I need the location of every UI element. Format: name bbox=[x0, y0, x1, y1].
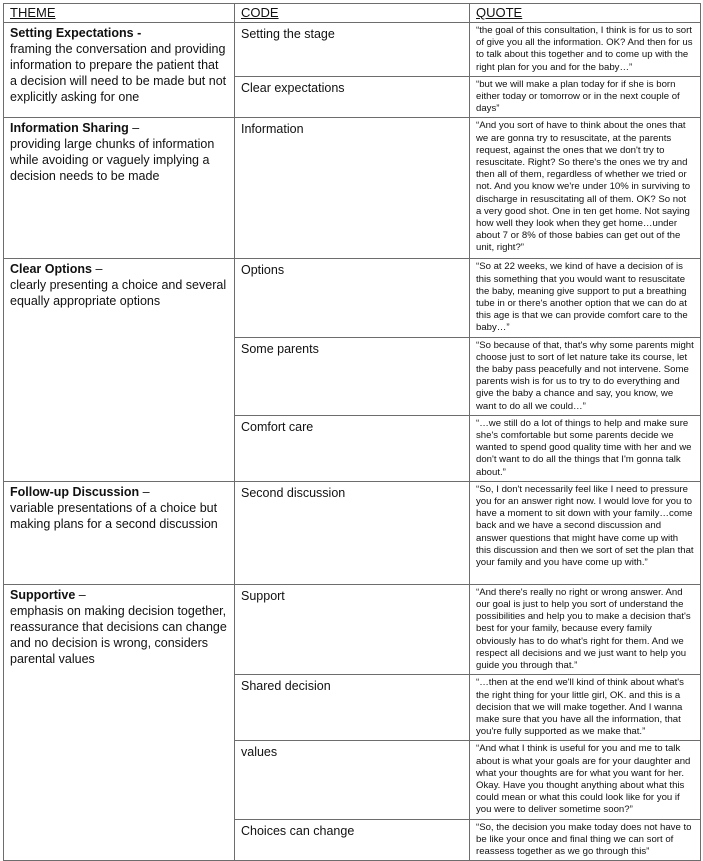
table-row bbox=[4, 259, 701, 337]
code-cell: Comfort care bbox=[235, 415, 470, 481]
header-quote: QUOTE bbox=[470, 4, 701, 23]
code-cell: Options bbox=[235, 259, 470, 337]
quote-cell: “So because of that, that's why some parents might choose just to sort of let nature take its course, let the baby pass peacefully and not intervene. Some parents wish is for us to try to do everything and give the baby a chance and say, you know, we want to do all we could…” bbox=[470, 337, 701, 415]
quote-cell: “And you sort of have to think about the ones that we are gonna try to resuscitate, at the parents request, against the ones that we don't try to resuscitate. Right? So there's the ones we try and then all of them, regardless of whether we tried or not. And you know we're under 10% in surviving to discharge in resuscitating all of them. OK? So not a very good shot. One in ten get home. Not saying how well they look when they get home…under about 7 or 8% of those babies can get out of the unit, right?” bbox=[470, 118, 701, 259]
header-theme: THEME bbox=[4, 4, 235, 23]
theme-title: Follow-up Discussion bbox=[10, 484, 140, 499]
theme-title: Clear Options bbox=[10, 262, 92, 277]
code-cell: Clear expectations bbox=[235, 76, 470, 118]
theme-title-dash: – bbox=[75, 587, 86, 602]
themes-table-page bbox=[3, 3, 700, 857]
quote-cell: “…then at the end we'll kind of think about what's the right thing for your little girl, OK. and this is a decision that we will make together. And I wanna make sure that you have all the information, that you're fully supported as we make that.” bbox=[470, 675, 701, 741]
table-row bbox=[4, 118, 701, 259]
quote-cell: “the goal of this consultation, I think is for us to sort of give you all the information. OK? And then for us to talk about this together and to come up with the right plan for you and for the baby…” bbox=[470, 23, 701, 77]
theme-description: clearly presenting a choice and several equally appropriate options bbox=[10, 278, 227, 309]
theme-description: providing large chunks of information while avoiding or vaguely implying a decision needs to be made bbox=[10, 137, 215, 184]
theme-description: variable presentations of a choice but making plans for a second discussion bbox=[10, 500, 218, 531]
theme-title-dash: – bbox=[128, 121, 140, 136]
theme-cell-information-sharing bbox=[4, 118, 235, 259]
quote-cell: “…we still do a lot of things to help and make sure she's comfortable but some parents decide we wanted to spend good quality time with her and we don't want to do all the things that I'm gonna talk about.” bbox=[470, 415, 701, 481]
quote-cell: “So at 22 weeks, we kind of have a decision of is this something that you would want to resuscitate the baby, meaning give support to put a breathing tube in or there's another option that we can do at this age is that we can provide comfort care to the baby…” bbox=[470, 259, 701, 337]
quote-cell: “So, I don't necessarily feel like I need to pressure you for an answer right now. I would love for you to have a moment to sit down with your family…come back and we have a second discussion and answer questions that might have come up with this discussion and then we sort of set the plan that your family and you have come up with.” bbox=[470, 481, 701, 584]
code-cell: Choices can change bbox=[235, 819, 470, 861]
theme-cell-setting-expectations bbox=[4, 23, 235, 118]
code-cell: Support bbox=[235, 584, 470, 674]
theme-cell-supportive bbox=[4, 584, 235, 860]
header-code: CODE bbox=[235, 4, 470, 23]
theme-description: emphasis on making decision together, reassurance that decisions can change and no decision is wrong, considers parental values bbox=[10, 603, 227, 666]
header-row bbox=[4, 4, 701, 23]
table-row bbox=[4, 481, 701, 584]
theme-description: framing the conversation and providing information to prepare the patient that a decision will need to be made but not explicitly asking for one bbox=[10, 42, 227, 104]
code-cell: Setting the stage bbox=[235, 23, 470, 77]
code-cell: values bbox=[235, 741, 470, 819]
table-row bbox=[4, 584, 701, 674]
theme-title-dash: – bbox=[139, 484, 150, 499]
theme-cell-clear-options bbox=[4, 259, 235, 481]
quote-cell: “And what I think is useful for you and me to talk about is what your goals are for your daughter and what your thoughts are for what you want for her. Okay. Have you thought anything about what this could mean or what this could look like for you if you were to deliver sometime soon?” bbox=[470, 741, 701, 819]
table-row bbox=[4, 23, 701, 77]
code-cell: Second discussion bbox=[235, 481, 470, 584]
theme-title: Supportive bbox=[10, 587, 76, 602]
theme-cell-follow-up-discussion bbox=[4, 481, 235, 584]
code-cell: Some parents bbox=[235, 337, 470, 415]
themes-codes-quotes-table bbox=[3, 3, 701, 861]
theme-title-dash: – bbox=[91, 262, 103, 277]
theme-title: Setting Expectations - bbox=[10, 26, 142, 40]
quote-cell: “but we will make a plan today for if she is born either today or tomorrow or in the next couple of days” bbox=[470, 76, 701, 118]
code-cell: Shared decision bbox=[235, 675, 470, 741]
theme-title: Information Sharing bbox=[10, 121, 129, 136]
quote-cell: “So, the decision you make today does not have to be like your once and final thing we can sort of reassess together as we go through this” bbox=[470, 819, 701, 861]
code-cell: Information bbox=[235, 118, 470, 259]
quote-cell: “And there's really no right or wrong answer. And our goal is just to help you sort of understand the possibilities and help you to make a decision that's best for your family, because every family obviously has to do what's right for them. And we respect all decisions and we just want to help you guide you through that.” bbox=[470, 584, 701, 674]
